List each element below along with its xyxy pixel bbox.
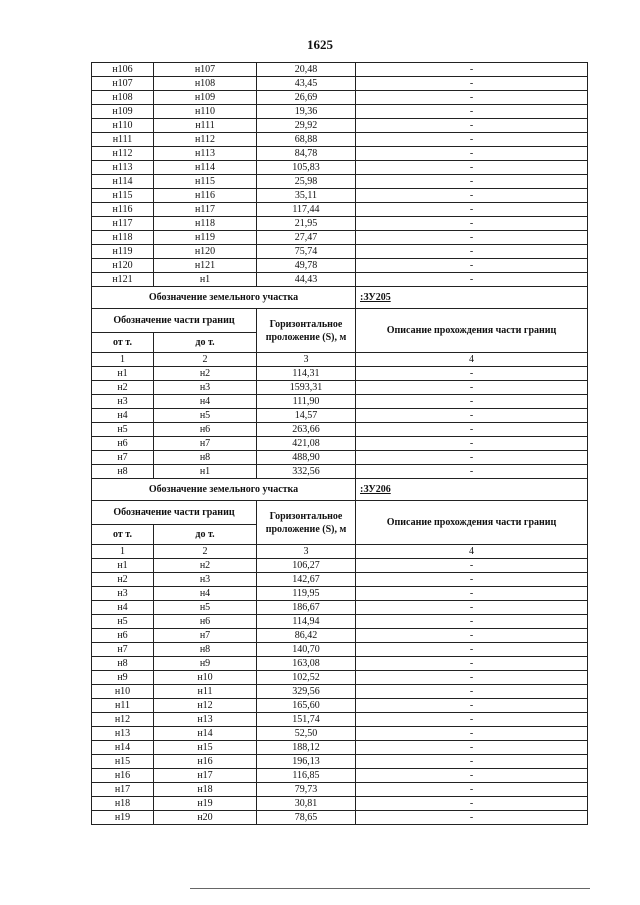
table-row [92,643,588,657]
parcel-code: :ЗУ206 [356,479,588,501]
column-number-cell: 3 [257,545,356,559]
description-cell: - [356,629,588,643]
description-cell: - [356,63,588,77]
to-point-cell: н117 [154,203,257,217]
to-point-cell: н107 [154,63,257,77]
description-cell: - [356,783,588,797]
from-point-cell: н17 [92,783,154,797]
to-point-cell: н110 [154,105,257,119]
distance-cell: 35,11 [257,189,356,203]
distance-cell: 116,85 [257,769,356,783]
column-number-cell: 4 [356,545,588,559]
from-label: от т. [92,525,154,545]
table-row [92,203,588,217]
table-row [92,629,588,643]
to-point-cell: н7 [154,629,257,643]
from-point-cell: н2 [92,381,154,395]
parcel-label: Обозначение земельного участка [92,287,356,309]
distance-cell: 19,36 [257,105,356,119]
from-point-cell: н13 [92,727,154,741]
to-point-cell: н116 [154,189,257,203]
distance-cell: 114,94 [257,615,356,629]
description-cell: - [356,105,588,119]
from-point-cell: н117 [92,217,154,231]
from-point-cell: н7 [92,643,154,657]
from-point-cell: н119 [92,245,154,259]
part-label: Обозначение части границ [92,501,257,525]
to-point-cell: н18 [154,783,257,797]
from-point-cell: н8 [92,465,154,479]
from-point-cell: н12 [92,713,154,727]
description-cell: - [356,189,588,203]
description-cell: - [356,769,588,783]
distance-cell: 78,65 [257,811,356,825]
from-point-cell: н4 [92,409,154,423]
distance-cell: 68,88 [257,133,356,147]
description-cell: - [356,811,588,825]
description-cell: - [356,587,588,601]
to-point-cell: н4 [154,395,257,409]
distance-cell: 14,57 [257,409,356,423]
to-point-cell: н8 [154,451,257,465]
to-point-cell: н15 [154,741,257,755]
distance-cell: 105,83 [257,161,356,175]
description-cell: - [356,91,588,105]
table-row [92,671,588,685]
parcel-header-row [92,479,588,501]
description-cell: - [356,797,588,811]
part-label: Обозначение части границ [92,309,257,333]
parcel-label: Обозначение земельного участка [92,479,356,501]
distance-cell: 196,13 [257,755,356,769]
description-cell: - [356,381,588,395]
to-point-cell: н120 [154,245,257,259]
to-point-cell: н10 [154,671,257,685]
from-point-cell: н2 [92,573,154,587]
distance-cell: 21,95 [257,217,356,231]
to-point-cell: н6 [154,615,257,629]
from-point-cell: н121 [92,273,154,287]
description-cell: - [356,685,588,699]
to-point-cell: н1 [154,273,257,287]
from-point-cell: н5 [92,423,154,437]
from-point-cell: н5 [92,615,154,629]
from-point-cell: н109 [92,105,154,119]
table-row [92,91,588,105]
table-row [92,657,588,671]
from-point-cell: н6 [92,629,154,643]
description-cell: - [356,395,588,409]
table-row [92,437,588,451]
description-cell: - [356,699,588,713]
table-row [92,713,588,727]
distance-cell: 29,92 [257,119,356,133]
table-row [92,755,588,769]
from-point-cell: н108 [92,91,154,105]
table-row [92,77,588,91]
to-point-cell: н109 [154,91,257,105]
column-number-cell: 3 [257,353,356,367]
distance-cell: 165,60 [257,699,356,713]
column-number-row [92,353,588,367]
to-point-cell: н13 [154,713,257,727]
from-point-cell: н113 [92,161,154,175]
to-point-cell: н11 [154,685,257,699]
boundary-table [91,62,588,825]
distance-cell: 151,74 [257,713,356,727]
table-row [92,231,588,245]
description-cell: - [356,133,588,147]
description-cell: - [356,367,588,381]
distance-cell: 140,70 [257,643,356,657]
to-point-cell: н2 [154,367,257,381]
from-point-cell: н19 [92,811,154,825]
table-row [92,769,588,783]
table-row [92,409,588,423]
from-point-cell: н6 [92,437,154,451]
from-point-cell: н110 [92,119,154,133]
to-point-cell: н118 [154,217,257,231]
distance-cell: 84,78 [257,147,356,161]
distance-cell: 119,95 [257,587,356,601]
bottom-rule [190,888,590,889]
table-row [92,217,588,231]
from-point-cell: н111 [92,133,154,147]
distance-cell: 52,50 [257,727,356,741]
parcel-header-row [92,287,588,309]
table-row [92,273,588,287]
description-cell: - [356,727,588,741]
to-point-cell: н2 [154,559,257,573]
page-number: 1625 [307,37,333,52]
to-point-cell: н19 [154,797,257,811]
distance-cell: 117,44 [257,203,356,217]
description-cell: - [356,273,588,287]
from-point-cell: н3 [92,395,154,409]
description-cell: - [356,423,588,437]
description-cell: - [356,77,588,91]
description-cell: - [356,559,588,573]
to-point-cell: н113 [154,147,257,161]
table-row [92,133,588,147]
distance-cell: 44,43 [257,273,356,287]
description-cell: - [356,437,588,451]
description-cell: - [356,465,588,479]
from-point-cell: н15 [92,755,154,769]
to-label: до т. [154,525,257,545]
from-label: от т. [92,333,154,353]
from-point-cell: н120 [92,259,154,273]
distance-cell: 106,27 [257,559,356,573]
description-cell: - [356,573,588,587]
to-point-cell: н1 [154,465,257,479]
to-point-cell: н14 [154,727,257,741]
table-row [92,189,588,203]
to-point-cell: н111 [154,119,257,133]
table-row [92,259,588,273]
table-row [92,395,588,409]
from-point-cell: н106 [92,63,154,77]
table-row [92,367,588,381]
from-point-cell: н3 [92,587,154,601]
from-point-cell: н118 [92,231,154,245]
description-cell: - [356,231,588,245]
distance-cell: 30,81 [257,797,356,811]
to-point-cell: н9 [154,657,257,671]
table-row [92,783,588,797]
distance-cell: 43,45 [257,77,356,91]
to-point-cell: н115 [154,175,257,189]
description-cell: - [356,161,588,175]
description-cell: - [356,741,588,755]
table-row [92,451,588,465]
description-cell: - [356,147,588,161]
from-point-cell: н8 [92,657,154,671]
description-cell: - [356,713,588,727]
table-row [92,119,588,133]
distance-cell: 163,08 [257,657,356,671]
description-cell: - [356,203,588,217]
to-point-cell: н3 [154,573,257,587]
table-row [92,601,588,615]
to-point-cell: н5 [154,601,257,615]
to-point-cell: н3 [154,381,257,395]
from-point-cell: н112 [92,147,154,161]
distance-cell: 332,56 [257,465,356,479]
to-point-cell: н8 [154,643,257,657]
to-point-cell: н114 [154,161,257,175]
description-cell: - [356,217,588,231]
description-cell: - [356,245,588,259]
description-label: Описание прохождения части границ [356,501,588,545]
from-point-cell: н1 [92,367,154,381]
distance-cell: 488,90 [257,451,356,465]
to-point-cell: н108 [154,77,257,91]
from-point-cell: н107 [92,77,154,91]
to-point-cell: н119 [154,231,257,245]
distance-label: Горизонтальное проложение (S), м [257,501,356,545]
column-number-cell: 2 [154,545,257,559]
description-cell: - [356,671,588,685]
to-point-cell: н7 [154,437,257,451]
table-row [92,175,588,189]
distance-cell: 20,48 [257,63,356,77]
description-cell: - [356,119,588,133]
distance-cell: 26,69 [257,91,356,105]
distance-cell: 111,90 [257,395,356,409]
distance-cell: 186,67 [257,601,356,615]
column-number-cell: 4 [356,353,588,367]
distance-cell: 188,12 [257,741,356,755]
table-row [92,465,588,479]
description-cell: - [356,259,588,273]
parcel-code: :ЗУ205 [356,287,588,309]
table-row [92,423,588,437]
from-point-cell: н114 [92,175,154,189]
distance-cell: 79,73 [257,783,356,797]
table-row [92,573,588,587]
to-point-cell: н16 [154,755,257,769]
distance-cell: 49,78 [257,259,356,273]
description-cell: - [356,601,588,615]
table-row [92,161,588,175]
column-header-row [92,309,588,333]
distance-cell: 86,42 [257,629,356,643]
description-cell: - [356,643,588,657]
table-row [92,105,588,119]
to-point-cell: н4 [154,587,257,601]
table-row [92,699,588,713]
from-point-cell: н18 [92,797,154,811]
table-row [92,741,588,755]
to-point-cell: н6 [154,423,257,437]
to-point-cell: н5 [154,409,257,423]
description-cell: - [356,175,588,189]
table-row [92,559,588,573]
distance-cell: 142,67 [257,573,356,587]
description-cell: - [356,409,588,423]
distance-cell: 421,08 [257,437,356,451]
description-cell: - [356,615,588,629]
from-point-cell: н1 [92,559,154,573]
distance-cell: 1593,31 [257,381,356,395]
to-point-cell: н121 [154,259,257,273]
column-number-cell: 1 [92,353,154,367]
from-point-cell: н4 [92,601,154,615]
column-number-cell: 2 [154,353,257,367]
table-row [92,63,588,77]
from-point-cell: н116 [92,203,154,217]
table-row [92,147,588,161]
description-label: Описание прохождения части границ [356,309,588,353]
distance-cell: 329,56 [257,685,356,699]
distance-cell: 102,52 [257,671,356,685]
to-point-cell: н12 [154,699,257,713]
from-point-cell: н14 [92,741,154,755]
to-point-cell: н17 [154,769,257,783]
table-row [92,685,588,699]
table-row [92,381,588,395]
from-point-cell: н115 [92,189,154,203]
from-point-cell: н16 [92,769,154,783]
from-point-cell: н11 [92,699,154,713]
distance-cell: 114,31 [257,367,356,381]
description-cell: - [356,657,588,671]
column-number-row [92,545,588,559]
to-point-cell: н20 [154,811,257,825]
table-row [92,245,588,259]
table-row [92,811,588,825]
distance-cell: 25,98 [257,175,356,189]
distance-cell: 75,74 [257,245,356,259]
distance-label: Горизонтальное проложение (S), м [257,309,356,353]
to-label: до т. [154,333,257,353]
table-row [92,615,588,629]
column-header-row [92,501,588,525]
from-point-cell: н9 [92,671,154,685]
from-point-cell: н10 [92,685,154,699]
description-cell: - [356,451,588,465]
table-row [92,587,588,601]
description-cell: - [356,755,588,769]
to-point-cell: н112 [154,133,257,147]
distance-cell: 27,47 [257,231,356,245]
table-row [92,797,588,811]
table-row [92,727,588,741]
from-point-cell: н7 [92,451,154,465]
column-number-cell: 1 [92,545,154,559]
distance-cell: 263,66 [257,423,356,437]
